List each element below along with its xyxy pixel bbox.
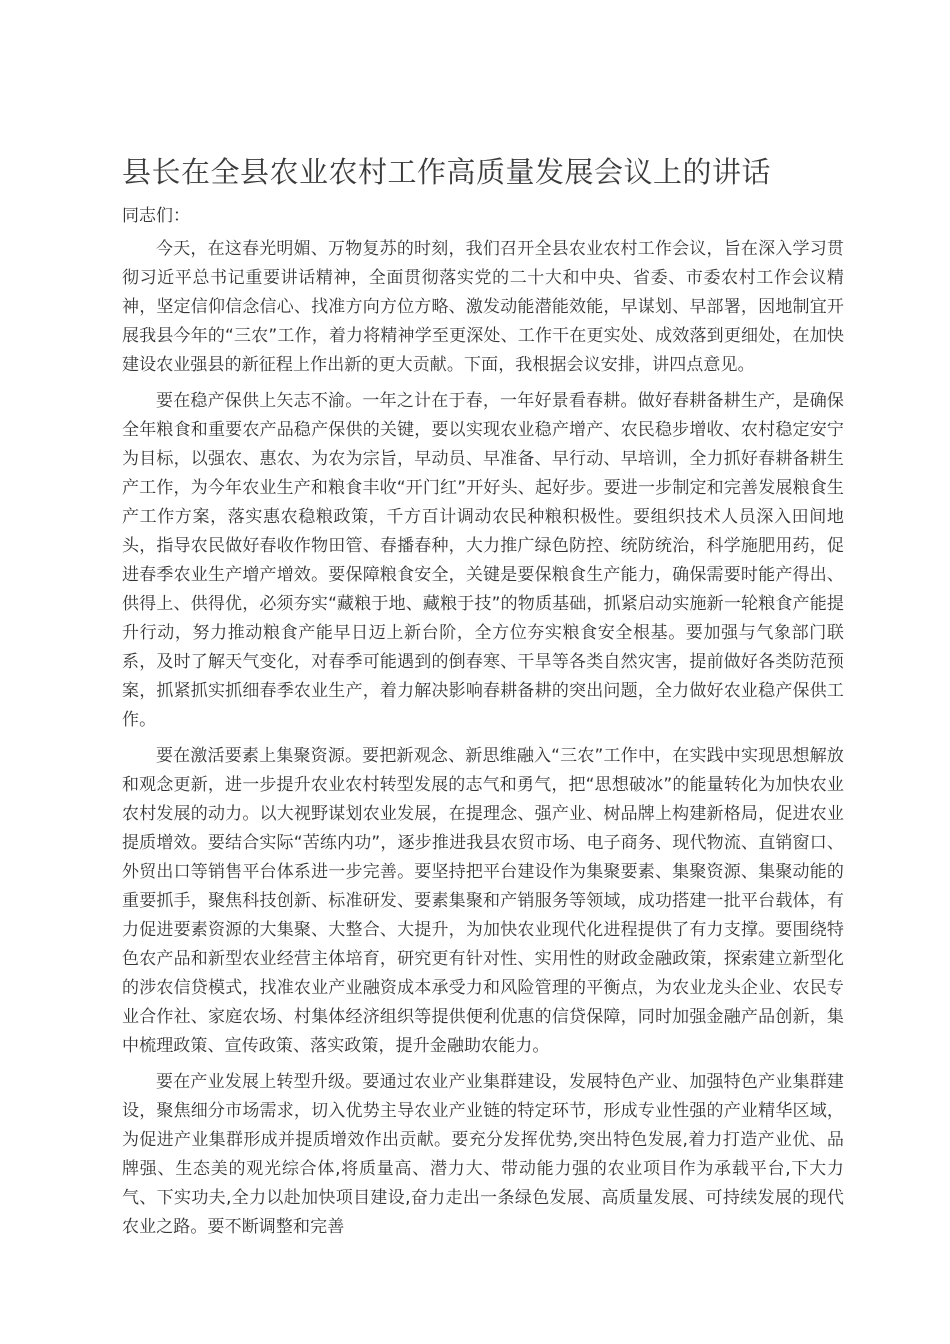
salutation: 同志们： [122, 206, 190, 226]
document-title: 县长在全县农业农村工作高质量发展会议上的讲话 [122, 155, 772, 189]
paragraph-activate-factors: 要在激活要素上集聚资源。要把新观念、新思维融入“三农”工作中，在实践中实现思想解放和观念更新，进一步提升农业农村转型发展的志气和勇气，把“思想破冰”的能量转化为加快农业农村发展的动力。以大视野谋划农业发展，在提理念、强产业、树品牌上构建新格局，促进农业提质增效。要结合实际“苦练内功”，逐步推进我县农贸市场、电子商务、现代物流、直销窗口、外贸出口等销售平台体系进一步完善。要坚持把平台建设作为集聚要素、集聚资源、集聚动能的重要抓手，聚焦科技创新、标准研发、要素集聚和产销服务等领域，成功搭建一批平台载体，有力促进要素资源的大集聚、大整合、大提升，为加快农业现代化进程提供了有力支撑。要围绕特色农产品和新型农业经营主体培育，研究更有针对性、实用性的财政金融政策，探索建立新型化的涉农信贷模式，找准农业产业融资成本承受力和风险管理的平衡点，为农业龙头企业、农民专业合作社、家庭农场、村集体经济组织等提供便利优惠的信贷保障，同时加强金融产品创新，集中梳理政策、宣传政策、落实政策，提升金融助农能力。 [122, 746, 844, 1056]
document-page [122, 150, 844, 1242]
paragraph-industry-upgrade: 要在产业发展上转型升级。要通过农业产业集群建设，发展特色产业、加强特色产业集群建设，聚焦细分市场需求，切入优势主导农业产业链的特定环节，形成专业性强的产业精华区域，为促进产业集群形成并提质增效作出贡献。要充分发挥优势,突出特色发展,着力打造产业优、品牌强、生态美的观光综合体,将质量高、潜力大、带动能力强的农业项目作为承载平台,下大力气、下实功夫,全力以赴加快项目建设,奋力走出一条绿色发展、高质量发展、可持续发展的现代农业之路。要不断调整和完善 [122, 1072, 844, 1237]
paragraph-stable-production: 要在稳产保供上矢志不渝。一年之计在于春，一年好景看春耕。做好春耕备耕生产，是确保全年粮食和重要农产品稳产保供的关键，要以实现农业稳产增产、农民稳步增收、农村稳定安宁为目标，以强农、惠农、为农为宗旨，早动员、早准备、早行动、早培训，全力抓好春耕备耕生产工作，为今年农业生产和粮食丰收“开门红”开好头、起好步。要进一步制定和完善发展粮食生产工作方案，落实惠农稳粮政策，千方百计调动农民种粮积极性。要组织技术人员深入田间地头，指导农民做好春收作物田管、春播春种，大力推广绿色防控、统防统治，科学施肥用药，促进春季农业生产增产增效。要保障粮食安全，关键是要保粮食生产能力，确保需要时能产得出、供得上、供得优，必须夯实“藏粮于地、藏粮于技”的物质基础，抓紧启动实施新一轮粮食产能提升行动，努力推动粮食产能早日迈上新台阶，全方位夯实粮食安全根基。要加强与气象部门联系，及时了解天气变化，对春季可能遇到的倒春寒、干旱等各类自然灾害，提前做好各类防范预案，抓紧抓实抓细春季农业生产，着力解决影响春耕备耕的突出问题，全力做好农业稳产保供工作。 [122, 391, 844, 730]
paragraph-opening: 今天，在这春光明媚、万物复苏的时刻，我们召开全县农业农村工作会议，旨在深入学习贯彻习近平总书记重要讲话精神，全面贯彻落实党的二十大和中央、省委、市委农村工作会议精神，坚定信仰信念信心、找准方向方位方略、激发动能潜能效能，早谋划、早部署，因地制宜开展我县今年的“三农”工作，着力将精神学至更深处、工作干在更实处、成效落到更细处，在加快建设农业强县的新征程上作出新的更大贡献。下面，我根据会议安排，讲四点意见。 [122, 239, 844, 375]
